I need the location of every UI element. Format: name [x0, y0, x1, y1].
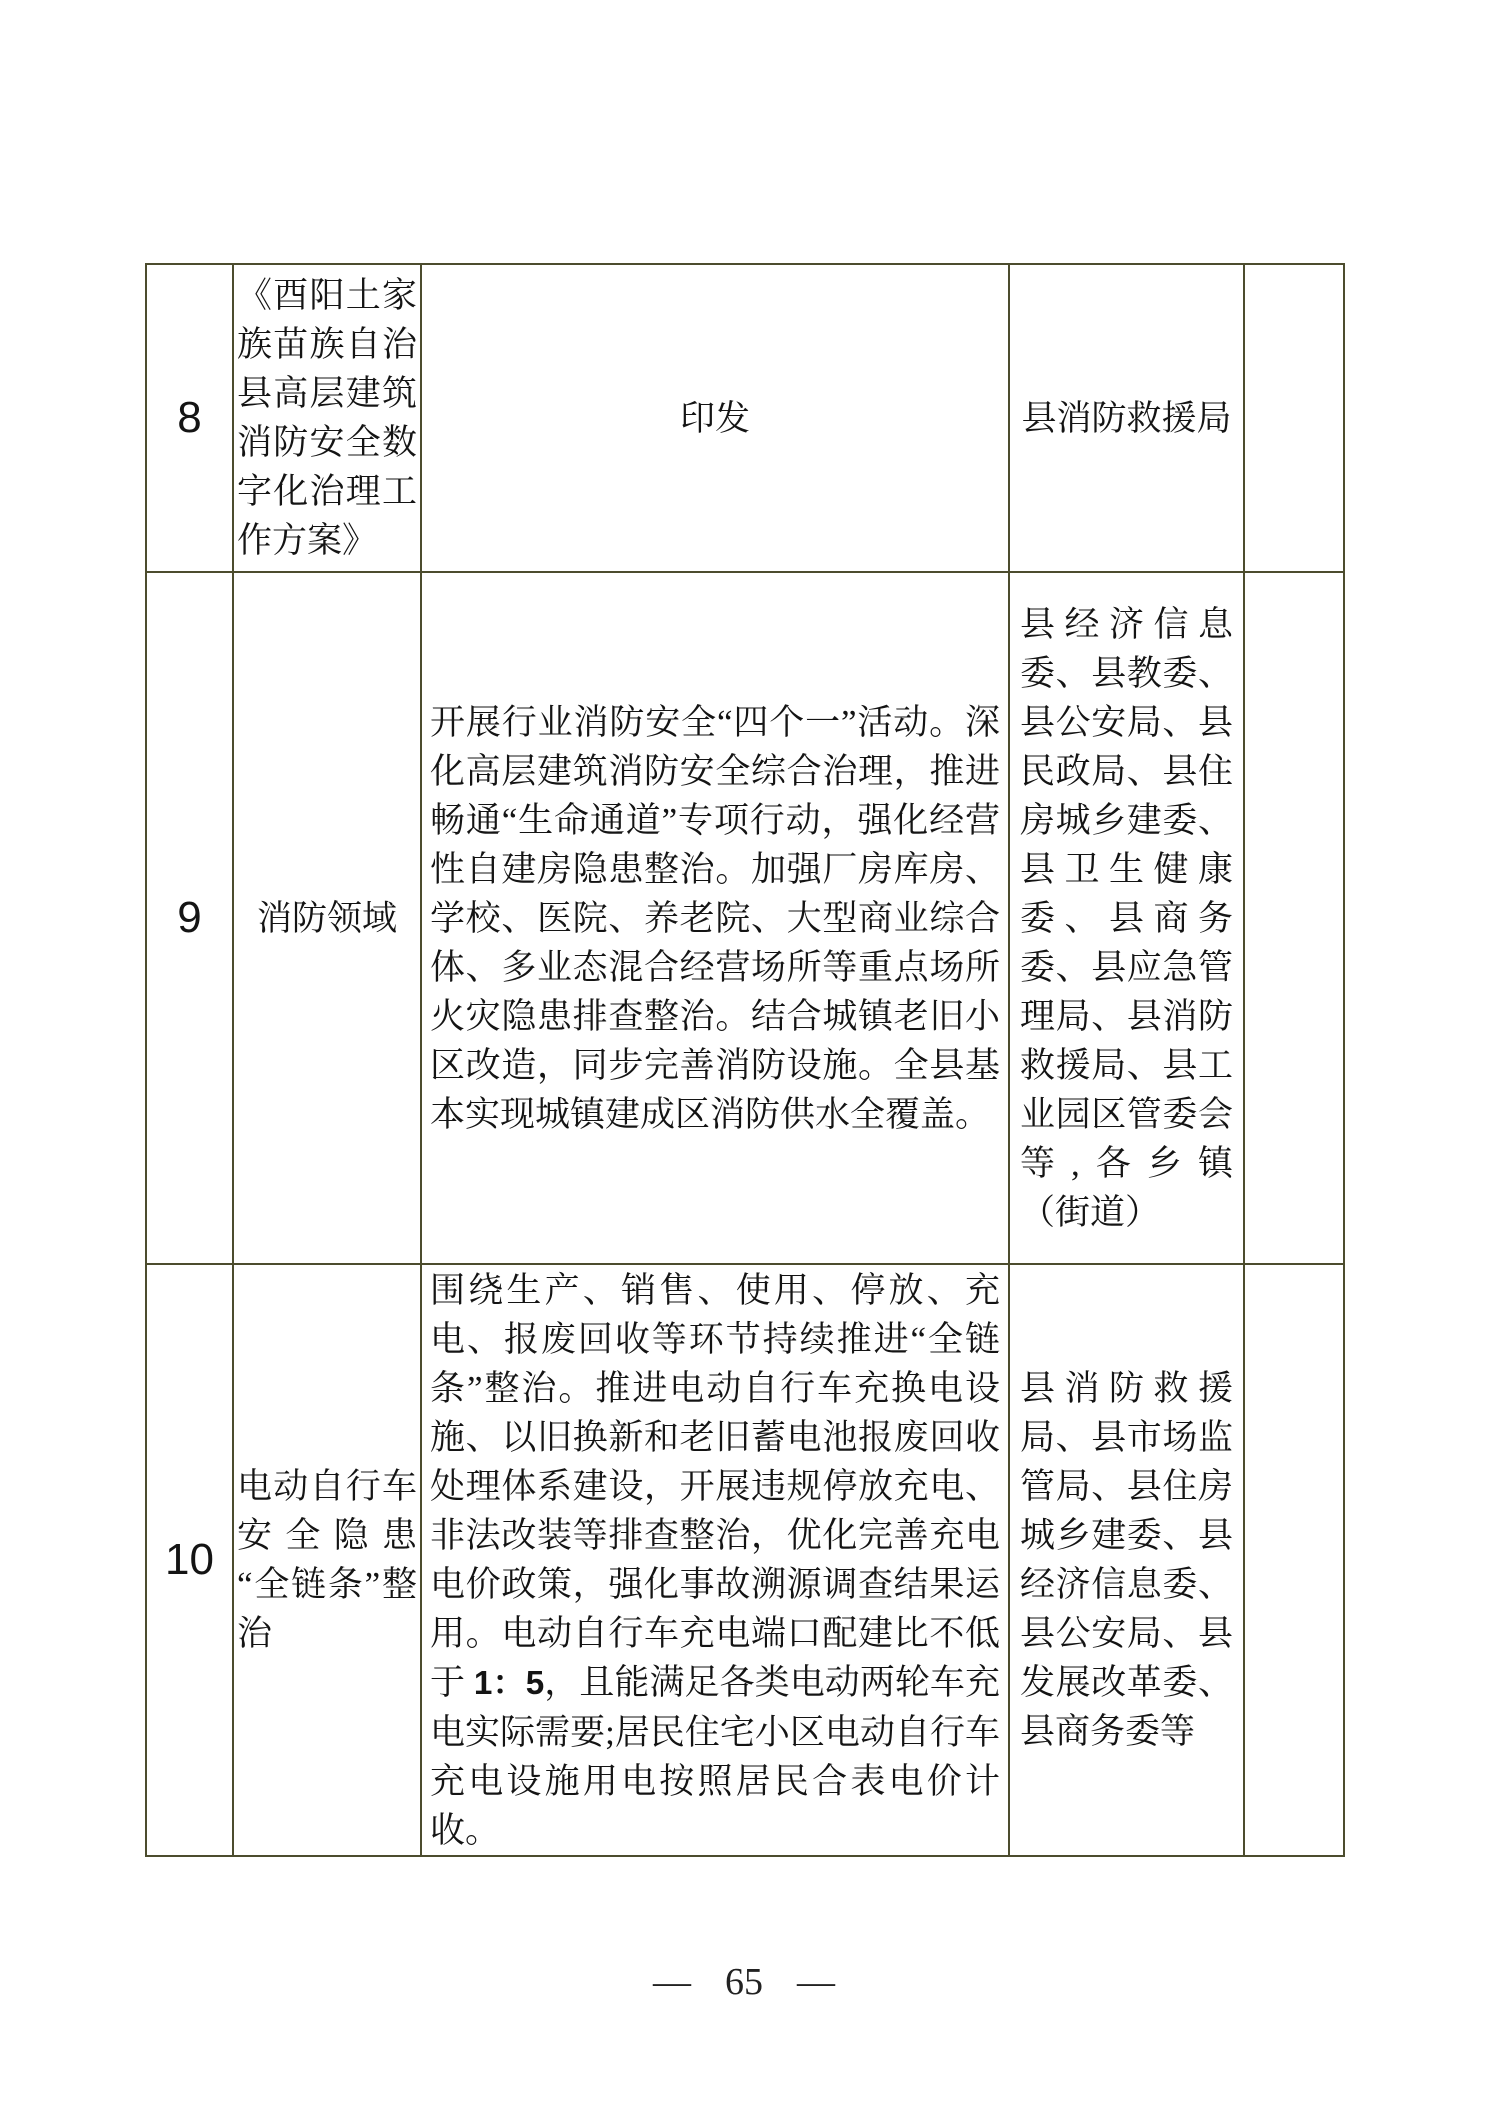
- row-number-cell: 8: [146, 264, 233, 572]
- task-cell: 印发: [421, 264, 1009, 572]
- work-field-cell: 消防领域: [233, 572, 421, 1264]
- table-row: [146, 1264, 1344, 1856]
- responsible-unit-cell: 县经济信息委、县教委、县公安局、县民政局、县住房城乡建委、县卫生健康委、县商务委、县应急管理局、县消防救援局、县工业园区管委会等,各乡镇（街道）: [1009, 572, 1244, 1264]
- task-text-after: ，且能满足各类电动两轮车充电实际需要;居民住宅小区电动自行车充电设施用电按照居民合表电价计收。: [430, 1662, 1000, 1850]
- task-text-before: 围绕生产、销售、使用、停放、充电、报废回收等环节持续推进“全链条”整治。推进电动自行车充换电设施、以旧换新和老旧蓄电池报废回收处理体系建设，开展违规停放充电、非法改装等排查整治，优化完善充电电价政策，强化事故溯源调查结果运用。电动自行车充电端口配建比不低于: [430, 1270, 1000, 1702]
- remark-cell: [1244, 264, 1344, 572]
- remark-cell: [1244, 572, 1344, 1264]
- work-field-cell: 《酉阳土家族苗族自治县高层建筑消防安全数字化治理工作方案》: [233, 264, 421, 572]
- action-plan-table: [145, 263, 1345, 1857]
- table-row: [146, 572, 1344, 1264]
- footer-right-dash: —: [797, 1961, 835, 2003]
- row-number-cell: 10: [146, 1264, 233, 1856]
- row-number-cell: 9: [146, 572, 233, 1264]
- table-row: [146, 264, 1344, 572]
- responsible-unit-cell: 县消防救援局、县市场监管局、县住房城乡建委、县经济信息委、县公安局、县发展改革委、县商务委等: [1009, 1264, 1244, 1856]
- work-field-cell: 电动自行车安全隐患“全链条”整治: [233, 1264, 421, 1856]
- task-cell: [421, 1264, 1009, 1856]
- charging-port-ratio: 1：5: [473, 1664, 545, 1702]
- responsible-unit-cell: 县消防救援局: [1009, 264, 1244, 572]
- remark-cell: [1244, 1264, 1344, 1856]
- page-footer: [0, 1960, 1488, 2004]
- page-number: 65: [725, 1961, 763, 2003]
- footer-left-dash: —: [653, 1961, 691, 2003]
- task-cell: 开展行业消防安全“四个一”活动。深化高层建筑消防安全综合治理，推进畅通“生命通道”专项行动，强化经营性自建房隐患整治。加强厂房库房、学校、医院、养老院、大型商业综合体、多业态混合经营场所等重点场所火灾隐患排查整治。结合城镇老旧小区改造，同步完善消防设施。全县基本实现城镇建成区消防供水全覆盖。: [421, 572, 1009, 1264]
